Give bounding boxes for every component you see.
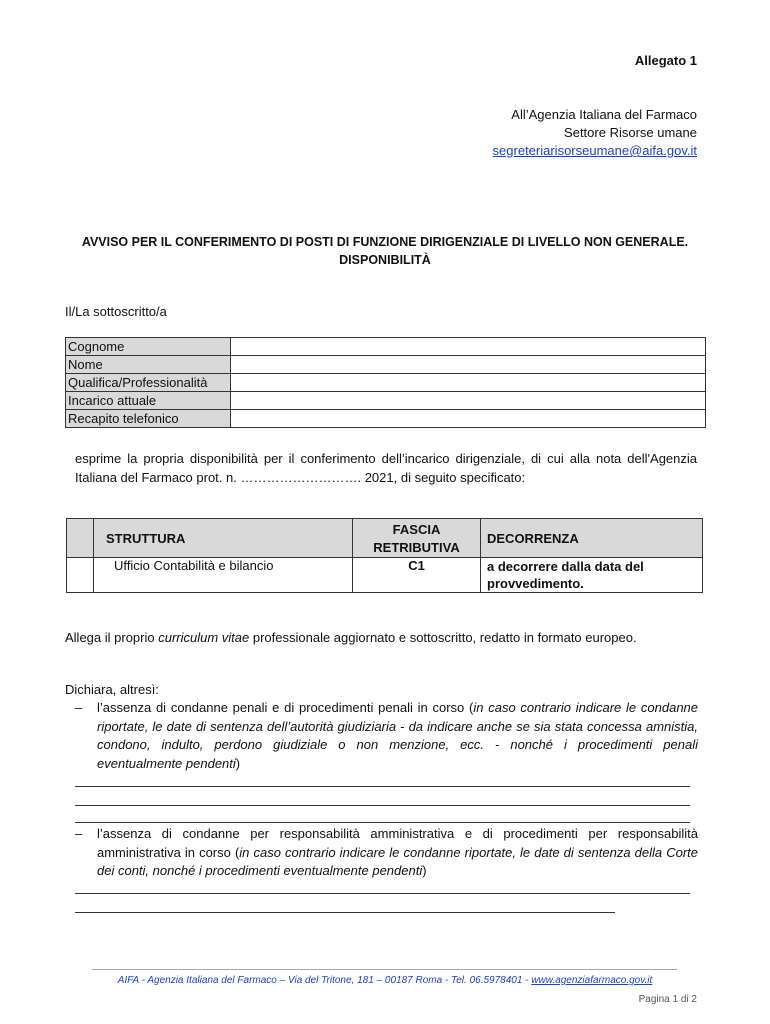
page-number: Pagina 1 di 2 [638,994,697,1005]
item1-pre: l’assenza di condanne penali e di procedimenti penali in corso ( [97,700,474,715]
header-decorrenza: DECORRENZA [481,519,703,558]
dash-bullet: – [75,826,83,841]
table-row [66,374,706,392]
table-row [66,338,706,356]
item2-italic: in caso contrario indicare le condanne riportate, le date di sentenza della Corte dei conti, nonché i procedimenti eventualmente pendenti [97,844,699,878]
footer [60,975,710,986]
field-value[interactable] [231,338,706,356]
field-value[interactable] [231,392,706,410]
fill-line[interactable] [75,893,690,894]
table-row [66,392,706,410]
allega-italic: curriculum vitae [158,630,250,645]
fill-line[interactable] [75,786,690,787]
fill-line[interactable] [75,912,615,913]
table-row [67,558,703,593]
header-struttura: STRUTTURA [94,519,353,558]
declaration-item-administrative [75,825,698,881]
item1-italic: in caso contrario indicare le condanne riportate, le date di sentenza dell’autorità giudiziaria - da indicare anche se sia stata concessa amnistia, condono, indulto, perdono giudiziale o non menzione, ecc. - nonché i procedimenti penali eventualmente pendenti [97,700,699,771]
declaration-text [97,699,698,773]
field-label: Cognome [66,338,231,356]
dash-bullet: – [75,700,83,715]
addressee-line2: Settore Risorse umane [564,125,697,140]
field-value[interactable] [231,410,706,428]
item2-pre: l’assenza di condanne per responsabilità amministrativa e di procedimenti per responsabilità amministrativa in corso ( [97,826,698,860]
intro-text: Il/La sottoscritto/a [65,304,167,319]
cell-struttura: Ufficio Contabilità e bilancio [94,558,353,593]
esprime-paragraph: esprime la propria disponibilità per il conferimento dell’incarico dirigenziale, di cui alla nota dell'Agenzia Italiana del Farmaco prot. n. ………………………. 2021, di seguito specificato: [75,451,697,485]
fill-line[interactable] [75,822,690,823]
email-link[interactable]: segreteriarisorseumane@aifa.gov.it [492,143,697,158]
footer-text: AIFA - Agenzia Italiana del Farmaco – Via del Tritone, 181 – 00187 Roma - Tel. 06.5978401 - [117,975,532,986]
field-value[interactable] [231,374,706,392]
field-value[interactable] [231,356,706,374]
addressee [493,106,697,160]
select-cell[interactable] [67,558,94,593]
declaration-item-penal [75,699,698,773]
allega-pre: Allega il proprio [65,630,159,645]
checkbox-col-header [67,519,94,558]
field-label: Nome [66,356,231,374]
item1-post: ) [235,755,241,771]
table-row [66,356,706,374]
allega-paragraph [65,628,698,647]
allega-post: professionale aggiornato e sottoscritto, redatto in formato europeo. [249,630,637,645]
title-line2: DISPONIBILITÀ [339,253,431,267]
field-label: Incarico attuale [66,392,231,410]
personal-data-table [65,337,706,428]
title-line1: AVVISO PER IL CONFERIMENTO DI POSTI DI FUNZIONE DIRIGENZIALE DI LIVELLO NON GENERALE. [81,235,689,249]
cell-decorrenza: a decorrere dalla data del provvedimento. [481,558,703,593]
table-row [66,410,706,428]
footer-divider [92,969,677,970]
structure-table [66,518,703,593]
document-title [60,233,710,269]
cell-fascia: C1 [353,558,481,593]
dichiara-label: Dichiara, altresì: [65,682,159,697]
fill-line[interactable] [75,805,690,806]
allegato-label: Allegato 1 [634,53,697,68]
field-label: Qualifica/Professionalità [66,374,231,392]
header-fascia: FASCIA RETRIBUTIVA [353,519,481,558]
footer-website-link[interactable]: www.agenziafarmaco.gov.it [531,975,653,986]
field-label: Recapito telefonico [66,410,231,428]
addressee-line1: All’Agenzia Italiana del Farmaco [511,107,697,122]
declaration-text [97,825,698,881]
table-header-row [67,519,703,558]
item2-post: ) [422,863,427,878]
